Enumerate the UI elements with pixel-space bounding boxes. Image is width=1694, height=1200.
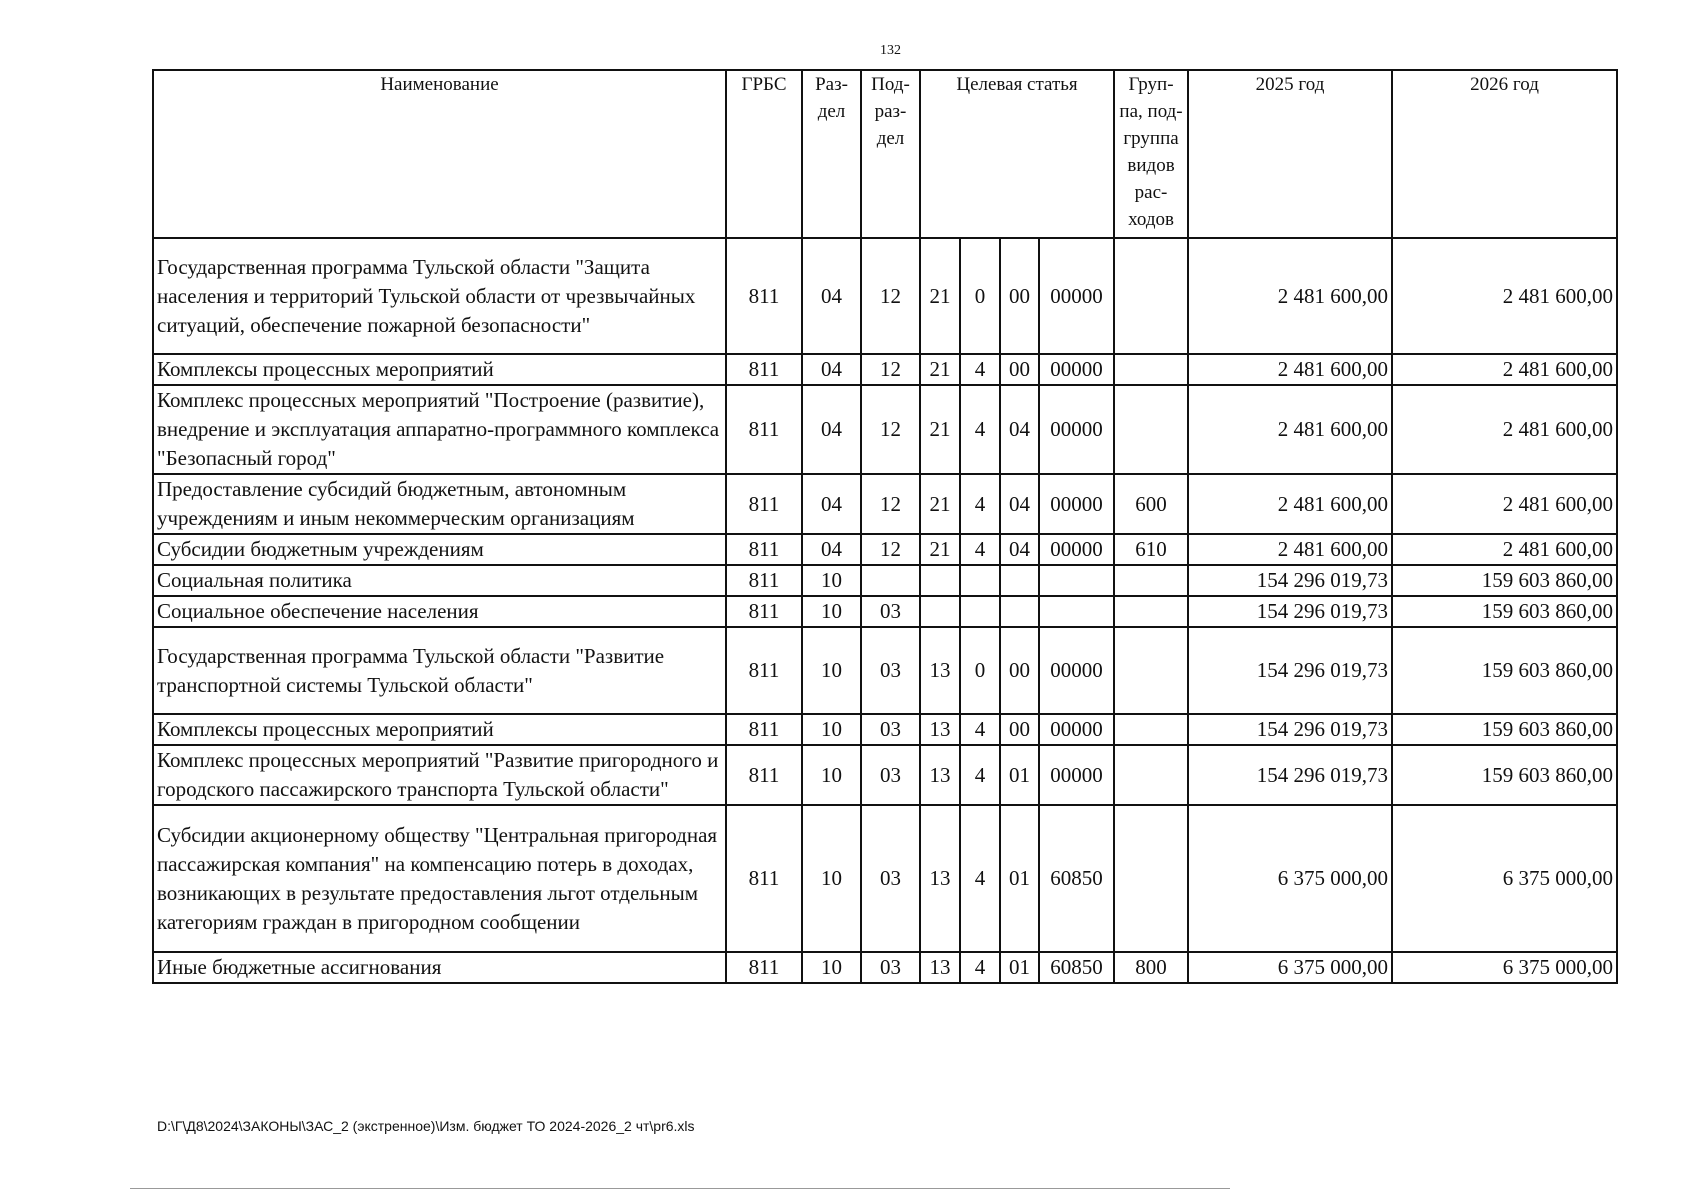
row-podrazdel: 03 — [861, 952, 920, 983]
row-target-type: 4 — [960, 805, 1000, 952]
row-target-program: 21 — [920, 474, 960, 534]
row-expense-group — [1114, 627, 1188, 714]
row-target-direction — [1039, 596, 1114, 627]
row-amount-2025: 154 296 019,73 — [1188, 596, 1392, 627]
row-name: Комплекс процессных мероприятий "Развитие пригородного и городского пассажирского транспорта Тульской области" — [153, 745, 726, 805]
table-row — [153, 952, 1617, 983]
row-podrazdel — [861, 565, 920, 596]
row-target-type — [960, 596, 1000, 627]
row-target-direction: 00000 — [1039, 714, 1114, 745]
row-razdel: 10 — [802, 596, 861, 627]
row-amount-2025: 154 296 019,73 — [1188, 745, 1392, 805]
row-amount-2025: 154 296 019,73 — [1188, 714, 1392, 745]
row-target-type: 4 — [960, 952, 1000, 983]
row-amount-2025: 2 481 600,00 — [1188, 354, 1392, 385]
row-target-direction: 00000 — [1039, 534, 1114, 565]
row-target-program: 13 — [920, 714, 960, 745]
row-razdel: 04 — [802, 385, 861, 474]
row-target-subprogram: 00 — [1000, 627, 1039, 714]
row-expense-group — [1114, 745, 1188, 805]
row-grbs: 811 — [726, 565, 802, 596]
row-expense-group — [1114, 596, 1188, 627]
row-podrazdel: 03 — [861, 714, 920, 745]
row-amount-2026: 159 603 860,00 — [1392, 714, 1617, 745]
row-amount-2025: 2 481 600,00 — [1188, 534, 1392, 565]
row-podrazdel: 03 — [861, 805, 920, 952]
row-target-program — [920, 596, 960, 627]
row-target-direction: 60850 — [1039, 952, 1114, 983]
header-2025: 2025 год — [1188, 70, 1392, 238]
row-target-type: 4 — [960, 474, 1000, 534]
header-2026: 2026 год — [1392, 70, 1617, 238]
row-amount-2026: 6 375 000,00 — [1392, 805, 1617, 952]
row-podrazdel: 03 — [861, 596, 920, 627]
row-target-subprogram: 00 — [1000, 238, 1039, 354]
row-target-direction: 00000 — [1039, 745, 1114, 805]
row-amount-2026: 2 481 600,00 — [1392, 385, 1617, 474]
row-name: Социальная политика — [153, 565, 726, 596]
row-expense-group — [1114, 565, 1188, 596]
row-razdel: 10 — [802, 745, 861, 805]
table-row — [153, 565, 1617, 596]
row-amount-2025: 2 481 600,00 — [1188, 385, 1392, 474]
row-target-type: 4 — [960, 534, 1000, 565]
row-amount-2026: 159 603 860,00 — [1392, 565, 1617, 596]
row-expense-group — [1114, 805, 1188, 952]
row-name: Комплекс процессных мероприятий "Построение (развитие), внедрение и эксплуатация аппаратно-программного комплекса "Безопасный город" — [153, 385, 726, 474]
table-body — [153, 238, 1617, 983]
row-expense-group — [1114, 238, 1188, 354]
table-row — [153, 354, 1617, 385]
row-podrazdel: 03 — [861, 745, 920, 805]
header-razdel: Раз- дел — [802, 70, 861, 238]
bottom-rule — [130, 1188, 1230, 1189]
row-target-subprogram: 04 — [1000, 385, 1039, 474]
row-razdel: 04 — [802, 238, 861, 354]
row-grbs: 811 — [726, 238, 802, 354]
row-expense-group: 800 — [1114, 952, 1188, 983]
row-target-type: 4 — [960, 385, 1000, 474]
row-target-subprogram — [1000, 565, 1039, 596]
row-name: Субсидии бюджетным учреждениям — [153, 534, 726, 565]
row-amount-2025: 6 375 000,00 — [1188, 952, 1392, 983]
row-amount-2026: 2 481 600,00 — [1392, 534, 1617, 565]
row-name: Социальное обеспечение населения — [153, 596, 726, 627]
row-grbs: 811 — [726, 805, 802, 952]
row-expense-group — [1114, 354, 1188, 385]
row-target-type: 0 — [960, 238, 1000, 354]
row-target-program: 13 — [920, 805, 960, 952]
table-row — [153, 596, 1617, 627]
row-target-subprogram: 01 — [1000, 805, 1039, 952]
table-row — [153, 534, 1617, 565]
header-grbs: ГРБС — [726, 70, 802, 238]
row-amount-2025: 154 296 019,73 — [1188, 565, 1392, 596]
row-podrazdel: 12 — [861, 385, 920, 474]
row-razdel: 10 — [802, 952, 861, 983]
row-target-direction: 00000 — [1039, 385, 1114, 474]
row-target-direction: 00000 — [1039, 474, 1114, 534]
row-amount-2026: 159 603 860,00 — [1392, 596, 1617, 627]
row-podrazdel: 12 — [861, 354, 920, 385]
row-expense-group: 600 — [1114, 474, 1188, 534]
row-target-direction — [1039, 565, 1114, 596]
row-name: Субсидии акционерному обществу "Центральная пригородная пассажирская компания" на компенсацию потерь в доходах, возникающих в результате предоставления льгот отдельным категориям граждан в пригородном сообщении — [153, 805, 726, 952]
row-podrazdel: 12 — [861, 534, 920, 565]
table-row — [153, 238, 1617, 354]
row-grbs: 811 — [726, 596, 802, 627]
row-target-type: 4 — [960, 714, 1000, 745]
row-target-direction: 00000 — [1039, 238, 1114, 354]
row-grbs: 811 — [726, 385, 802, 474]
row-name: Предоставление субсидий бюджетным, автономным учреждениям и иным некоммерческим организациям — [153, 474, 726, 534]
row-target-type: 4 — [960, 745, 1000, 805]
row-expense-group — [1114, 714, 1188, 745]
row-amount-2026: 159 603 860,00 — [1392, 745, 1617, 805]
header-expense-group: Груп- па, под- группа видов рас- ходов — [1114, 70, 1188, 238]
row-target-type — [960, 565, 1000, 596]
table-row — [153, 714, 1617, 745]
row-name: Иные бюджетные ассигнования — [153, 952, 726, 983]
row-target-direction: 00000 — [1039, 354, 1114, 385]
row-grbs: 811 — [726, 354, 802, 385]
row-razdel: 04 — [802, 474, 861, 534]
header-target-article: Целевая статья — [920, 70, 1114, 238]
row-podrazdel: 12 — [861, 474, 920, 534]
row-target-subprogram: 00 — [1000, 354, 1039, 385]
row-grbs: 811 — [726, 952, 802, 983]
row-expense-group: 610 — [1114, 534, 1188, 565]
row-target-program: 13 — [920, 952, 960, 983]
row-name: Государственная программа Тульской области "Защита населения и территорий Тульской области от чрезвычайных ситуаций, обеспечение пожарной безопасности" — [153, 238, 726, 354]
row-target-subprogram: 04 — [1000, 474, 1039, 534]
header-podrazdel: Под- раз- дел — [861, 70, 920, 238]
row-razdel: 10 — [802, 627, 861, 714]
row-podrazdel: 03 — [861, 627, 920, 714]
row-amount-2026: 6 375 000,00 — [1392, 952, 1617, 983]
row-razdel: 10 — [802, 805, 861, 952]
row-amount-2026: 2 481 600,00 — [1392, 354, 1617, 385]
budget-table — [152, 69, 1618, 984]
row-target-type: 4 — [960, 354, 1000, 385]
row-name: Комплексы процессных мероприятий — [153, 354, 726, 385]
row-target-program: 13 — [920, 745, 960, 805]
row-target-subprogram: 01 — [1000, 745, 1039, 805]
row-amount-2025: 2 481 600,00 — [1188, 474, 1392, 534]
row-amount-2026: 159 603 860,00 — [1392, 627, 1617, 714]
table-row — [153, 474, 1617, 534]
row-grbs: 811 — [726, 474, 802, 534]
row-target-subprogram — [1000, 596, 1039, 627]
row-expense-group — [1114, 385, 1188, 474]
row-target-program: 21 — [920, 238, 960, 354]
row-razdel: 04 — [802, 534, 861, 565]
row-target-program: 21 — [920, 534, 960, 565]
row-target-subprogram: 04 — [1000, 534, 1039, 565]
row-target-subprogram: 00 — [1000, 714, 1039, 745]
table-row — [153, 627, 1617, 714]
table-row — [153, 745, 1617, 805]
row-grbs: 811 — [726, 534, 802, 565]
row-podrazdel: 12 — [861, 238, 920, 354]
file-path-footer: D:\Г\Д8\2024\ЗАКОНЫ\ЗАС_2 (экстренное)\Изм. бюджет ТО 2024-2026_2 чт\pr6.xls — [157, 1118, 695, 1134]
row-target-program: 21 — [920, 354, 960, 385]
row-target-program — [920, 565, 960, 596]
row-razdel: 10 — [802, 565, 861, 596]
row-target-direction: 00000 — [1039, 627, 1114, 714]
row-grbs: 811 — [726, 627, 802, 714]
row-razdel: 10 — [802, 714, 861, 745]
row-target-subprogram: 01 — [1000, 952, 1039, 983]
row-amount-2025: 6 375 000,00 — [1188, 805, 1392, 952]
table-row — [153, 805, 1617, 952]
row-grbs: 811 — [726, 745, 802, 805]
row-target-type: 0 — [960, 627, 1000, 714]
row-target-direction: 60850 — [1039, 805, 1114, 952]
row-target-program: 21 — [920, 385, 960, 474]
row-name: Комплексы процессных мероприятий — [153, 714, 726, 745]
row-grbs: 811 — [726, 714, 802, 745]
row-razdel: 04 — [802, 354, 861, 385]
row-amount-2026: 2 481 600,00 — [1392, 474, 1617, 534]
table-row — [153, 385, 1617, 474]
row-target-program: 13 — [920, 627, 960, 714]
page-number: 132 — [880, 43, 901, 58]
row-amount-2026: 2 481 600,00 — [1392, 238, 1617, 354]
header-name: Наименование — [153, 70, 726, 238]
row-amount-2025: 154 296 019,73 — [1188, 627, 1392, 714]
table-header-row — [153, 70, 1617, 238]
row-name: Государственная программа Тульской области "Развитие транспортной системы Тульской области" — [153, 627, 726, 714]
row-amount-2025: 2 481 600,00 — [1188, 238, 1392, 354]
